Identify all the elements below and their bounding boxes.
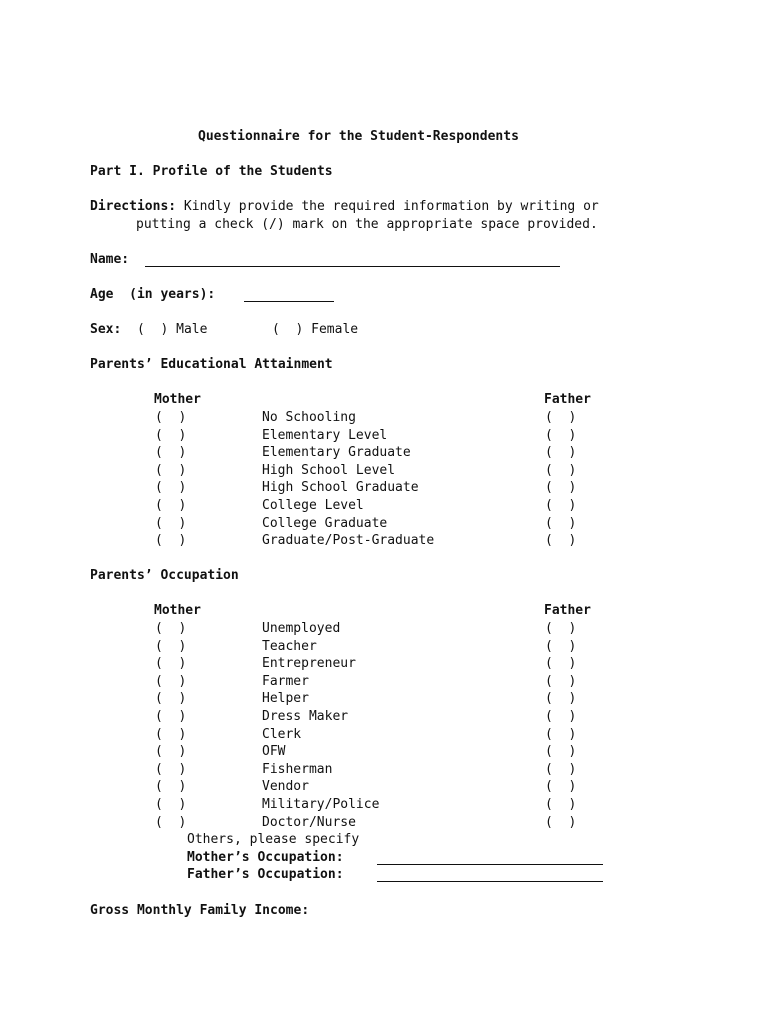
age-field[interactable] <box>244 289 334 302</box>
option-label: No Schooling <box>262 410 356 425</box>
mother-checkbox[interactable]: ( ) <box>155 797 187 812</box>
sex-label: Sex: <box>90 322 122 337</box>
education-father-header: Father <box>544 392 591 407</box>
mother-checkbox[interactable]: ( ) <box>155 814 187 830</box>
mother-checkbox[interactable]: ( ) <box>155 709 187 724</box>
father-checkbox[interactable]: ( ) <box>545 621 577 636</box>
father-checkbox[interactable]: ( ) <box>545 498 577 513</box>
mother-checkbox[interactable]: ( ) <box>155 744 187 760</box>
father-checkbox[interactable]: ( ) <box>545 761 577 777</box>
option-label: Helper <box>262 691 309 707</box>
occupation-mother-header: Mother <box>154 603 201 618</box>
directions-line-1 <box>90 198 599 215</box>
mother-checkbox[interactable]: ( ) <box>155 621 187 636</box>
directions-text-1: Kindly provide the required information by writing or <box>176 199 599 214</box>
father-checkbox[interactable]: ( ) <box>545 797 577 812</box>
mother-checkbox[interactable]: ( ) <box>155 691 187 707</box>
father-checkbox[interactable]: ( ) <box>545 726 577 742</box>
father-occupation-label: Father’s Occupation: <box>187 867 344 882</box>
option-label: Teacher <box>262 638 317 654</box>
others-label: Others, please specify <box>187 832 360 847</box>
mother-checkbox[interactable]: ( ) <box>155 726 187 742</box>
father-checkbox[interactable]: ( ) <box>545 691 577 707</box>
sex-female-option[interactable]: ( ) Female <box>272 322 359 337</box>
sex-male-option[interactable]: ( ) Male <box>137 322 208 337</box>
option-label: College Level <box>262 498 364 513</box>
occupation-father-header: Father <box>544 603 591 618</box>
occupation-heading: Parents’ Occupation <box>90 568 239 583</box>
option-label: Elementary Level <box>262 427 388 443</box>
mother-checkbox[interactable]: ( ) <box>155 761 187 777</box>
option-label: Doctor/Nurse <box>262 814 356 830</box>
mother-checkbox[interactable]: ( ) <box>155 673 187 689</box>
mother-checkbox[interactable]: ( ) <box>155 410 187 425</box>
father-checkbox[interactable]: ( ) <box>545 410 577 425</box>
father-checkbox[interactable]: ( ) <box>545 515 577 531</box>
mother-checkbox[interactable]: ( ) <box>155 656 187 672</box>
father-checkbox[interactable]: ( ) <box>545 814 577 830</box>
name-field[interactable] <box>145 254 560 267</box>
mother-checkbox[interactable]: ( ) <box>155 480 187 496</box>
mother-checkbox[interactable]: ( ) <box>155 533 187 549</box>
income-heading: Gross Monthly Family Income: <box>90 903 310 918</box>
option-label: Fisherman <box>262 761 333 777</box>
education-heading: Parents’ Educational Attainment <box>90 357 333 372</box>
option-label: High School Graduate <box>262 480 419 496</box>
option-label: Military/Police <box>262 797 380 812</box>
father-checkbox[interactable]: ( ) <box>545 427 577 443</box>
education-mother-header: Mother <box>154 392 201 407</box>
option-label: Vendor <box>262 779 309 795</box>
option-label: High School Level <box>262 462 396 478</box>
option-label: Elementary Graduate <box>262 445 411 461</box>
father-checkbox[interactable]: ( ) <box>545 638 577 654</box>
mother-occupation-label: Mother’s Occupation: <box>187 850 344 865</box>
sex-row <box>90 321 121 338</box>
mother-checkbox[interactable]: ( ) <box>155 498 187 513</box>
option-label: OFW <box>262 744 286 760</box>
father-checkbox[interactable]: ( ) <box>545 673 577 689</box>
age-row <box>90 286 215 303</box>
page-title: Questionnaire for the Student-Respondents <box>198 129 519 144</box>
father-checkbox[interactable]: ( ) <box>545 445 577 461</box>
directions-label: Directions: <box>90 199 177 214</box>
part-heading: Part I. Profile of the Students <box>90 164 333 179</box>
option-label: Dress Maker <box>262 709 349 724</box>
father-checkbox[interactable]: ( ) <box>545 709 577 724</box>
mother-checkbox[interactable]: ( ) <box>155 638 187 654</box>
option-label: Unemployed <box>262 621 341 636</box>
father-occupation-field[interactable] <box>377 869 603 882</box>
name-row <box>90 251 129 268</box>
age-label: Age (in years): <box>90 287 216 302</box>
father-checkbox[interactable]: ( ) <box>545 480 577 496</box>
father-checkbox[interactable]: ( ) <box>545 533 577 549</box>
father-checkbox[interactable]: ( ) <box>545 744 577 760</box>
mother-checkbox[interactable]: ( ) <box>155 515 187 531</box>
option-label: Graduate/Post-Graduate <box>262 533 435 549</box>
option-label: College Graduate <box>262 515 388 531</box>
mother-checkbox[interactable]: ( ) <box>155 427 187 443</box>
mother-occupation-field[interactable] <box>377 852 603 865</box>
father-checkbox[interactable]: ( ) <box>545 656 577 672</box>
option-label: Entrepreneur <box>262 656 356 672</box>
option-label: Farmer <box>262 673 309 689</box>
father-checkbox[interactable]: ( ) <box>545 462 577 478</box>
mother-checkbox[interactable]: ( ) <box>155 462 187 478</box>
name-label: Name: <box>90 252 130 267</box>
option-label: Clerk <box>262 726 302 742</box>
mother-checkbox[interactable]: ( ) <box>155 779 187 795</box>
father-checkbox[interactable]: ( ) <box>545 779 577 795</box>
directions-text-2: putting a check (/) mark on the appropriate space provided. <box>136 217 598 232</box>
mother-checkbox[interactable]: ( ) <box>155 445 187 461</box>
